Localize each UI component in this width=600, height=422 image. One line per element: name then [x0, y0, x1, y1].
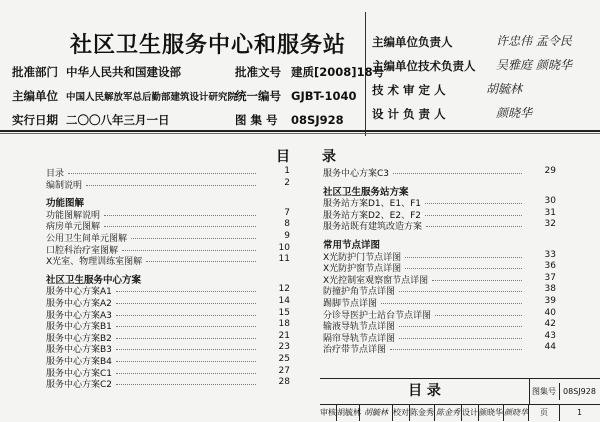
toc-entry[interactable]: [323, 208, 556, 219]
toc-entry-page: 25: [278, 354, 290, 364]
toc-entry-page: 32: [544, 219, 556, 230]
toc-leader-dots: [425, 215, 522, 216]
toc-entry-page: 30: [544, 196, 556, 207]
toc-leader-dots: [131, 238, 256, 239]
header-rule-thin: [0, 133, 600, 134]
toc-entry[interactable]: [46, 366, 290, 377]
toc-entry-page: 1: [284, 166, 290, 176]
toc-entry-label: 防撞护角节点详图: [323, 287, 396, 298]
toc-entry-label: 服务中心方案A1: [46, 287, 112, 298]
toc-entry-label: 服务中心方案A3: [46, 310, 112, 321]
toc-entry[interactable]: [323, 196, 556, 210]
toc-leader-dots: [381, 303, 522, 304]
toc-entry-label: 治疗带节点详图: [323, 345, 387, 356]
toc-entry[interactable]: [46, 354, 290, 365]
toc-entry-label: X光控制室观察窗节点详图: [323, 275, 429, 286]
toc-entry-label: 服务中心方案C2: [46, 380, 113, 391]
toc-leader-dots: [116, 373, 256, 374]
atlas-no-value: 08SJ928: [291, 113, 344, 127]
toc-entry-page: 7: [284, 207, 290, 218]
signature: 颜晓华: [496, 106, 533, 120]
toc-entry[interactable]: [46, 331, 290, 342]
toc-entry[interactable]: [323, 308, 556, 319]
editor-unit-key: 主编单位: [12, 89, 58, 103]
approval-no-key: 批准文号: [235, 65, 282, 79]
toc-leader-dots: [104, 226, 256, 227]
toc-entry-page: 28: [278, 377, 290, 388]
toc-leader-dots: [435, 315, 522, 316]
titleblock-atlas-no: 08SJ928: [563, 387, 596, 396]
toc-entry-label: X光防护门节点详图: [323, 252, 402, 263]
toc-leader-dots: [116, 315, 256, 316]
toc-entry[interactable]: [323, 319, 556, 333]
toc-entry-label: X光室、物理训练室图解: [46, 257, 143, 268]
toc-entry-label: 病房单元图解: [46, 222, 101, 233]
toc-entry[interactable]: [46, 219, 290, 233]
toc-entry-page: 27: [278, 365, 290, 376]
toc-entry-label: 输液导轨节点详图: [323, 322, 396, 333]
toc-entry-page: 38: [544, 284, 556, 295]
check-label: 校对: [393, 404, 410, 421]
toc-entry[interactable]: [323, 284, 556, 298]
toc-entry[interactable]: [323, 250, 556, 261]
toc-entry-page: 9: [284, 231, 290, 241]
toc-leader-dots: [399, 326, 522, 327]
toc-entry-page: 36: [544, 261, 556, 272]
toc-entry-label: 服务中心方案B3: [46, 345, 112, 356]
signature: 吴雅庭 颜晓华: [496, 58, 572, 72]
toc-entry-page: 21: [278, 330, 290, 341]
toc-entry-label: 隔帘导轨节点详图: [323, 333, 396, 344]
signer-row-1: [372, 34, 453, 50]
header-rule: [0, 130, 600, 132]
signer-role: 技 术 审 定 人: [372, 83, 446, 97]
toc-leader-dots: [122, 250, 256, 251]
toc-entry-page: 42: [544, 319, 556, 330]
signer-role: 主编单位技术负责人: [372, 59, 476, 73]
signature: 许忠伟 孟令民: [496, 34, 572, 48]
toc-leader-dots: [405, 257, 522, 258]
toc-leader-dots: [116, 384, 256, 385]
signer-row-3: [372, 82, 446, 98]
toc-entry-page: 31: [544, 207, 556, 218]
toc-entry[interactable]: [46, 377, 290, 391]
signer-row-2: [372, 58, 476, 74]
atlas-no-key: 图 集 号: [235, 113, 278, 127]
toc-leader-dots: [116, 349, 256, 350]
toc-entry-page: 18: [278, 319, 290, 330]
atlas-no-label: 图集号: [529, 383, 560, 400]
unified-no-key: 统一编号: [235, 89, 282, 103]
toc-entry-page: 8: [284, 219, 290, 230]
toc-entry-page: 39: [544, 296, 556, 306]
titleblock-title: 目 录: [320, 379, 530, 405]
toc-entry-page: 40: [544, 307, 556, 318]
toc-leader-dots: [425, 203, 522, 204]
toc-entry[interactable]: [46, 254, 290, 268]
approval-no-value: 建质[2008]18号: [291, 65, 385, 79]
toc-heading-left: 目: [276, 149, 290, 165]
toc-leader-dots: [146, 261, 256, 262]
toc-entry-label: 分诊导医护士站台节点详图: [323, 310, 432, 321]
toc-entry-page: 23: [278, 342, 290, 353]
toc-leader-dots: [86, 185, 256, 186]
toc-entry-label: 服务站方案D1、E1、F1: [323, 199, 421, 210]
checker-signature: 陈金秀: [435, 404, 462, 421]
toc-leader-dots: [426, 226, 522, 227]
effective-row: [12, 112, 344, 128]
toc-entry-label: 目录: [46, 169, 65, 179]
toc-entry[interactable]: [46, 166, 290, 177]
toc-entry-page: 2: [284, 177, 290, 188]
toc-leader-dots: [116, 338, 256, 339]
toc-entry[interactable]: [46, 296, 290, 307]
toc-entry-page: 15: [278, 307, 290, 318]
toc-leader-dots: [393, 173, 522, 174]
toc-leader-dots: [116, 361, 256, 362]
toc-leader-dots: [116, 291, 256, 292]
toc-entry-label: 踢脚节点详图: [323, 299, 378, 309]
toc-entry[interactable]: [323, 296, 556, 307]
reviewer-name: 胡毓林: [337, 404, 360, 421]
toc-section-title: 社区卫生服务中心方案: [46, 274, 142, 286]
designer-signature: 颜晓华: [504, 404, 529, 421]
toc-entry[interactable]: [323, 331, 556, 342]
toc-entry-page: 11: [278, 254, 290, 265]
toc-section-title: 功能图解: [46, 198, 85, 210]
toc-entry[interactable]: [46, 178, 290, 189]
editor-unit-value: 中国人民解放军总后勤部建筑设计研究院: [66, 92, 238, 103]
toc-leader-dots: [390, 349, 522, 350]
toc-entry-page: 14: [278, 296, 290, 306]
toc-entry-label: 服务站方案D2、E2、F2: [323, 210, 421, 221]
toc-entry-page: 44: [544, 342, 556, 353]
toc-entry[interactable]: [46, 342, 290, 356]
toc-entry[interactable]: [46, 319, 290, 333]
toc-entry-label: 服务中心方案B4: [46, 357, 112, 367]
toc-section-title: 社区卫生服务站方案: [323, 186, 409, 198]
toc-entry[interactable]: [323, 261, 556, 275]
toc-leader-dots: [116, 326, 256, 327]
approval-dept-value: 中华人民共和国建设部: [66, 65, 182, 79]
toc-leader-dots: [104, 215, 256, 216]
review-label: 审核: [320, 404, 337, 421]
toc-leader-dots: [116, 303, 256, 304]
toc-leader-dots: [432, 280, 522, 281]
toc-entry-label: 口腔科治疗室图解: [46, 245, 119, 256]
signer-row-4: [372, 106, 446, 122]
toc-entry[interactable]: [46, 208, 290, 219]
toc-entry[interactable]: [46, 284, 290, 298]
cover-header: [0, 6, 600, 128]
signer-role: 设 计 负 责 人: [372, 107, 446, 121]
unified-no-value: GJBT-1040: [291, 89, 357, 103]
toc-entry-page: 10: [278, 242, 290, 253]
toc-entry[interactable]: [46, 231, 290, 242]
toc-entry-label: 服务中心方案B2: [46, 333, 112, 344]
toc-entry-label: 功能图解说明: [46, 210, 101, 221]
toc-entry-label: 服务中心方案C3: [323, 169, 390, 179]
toc-entry-label: 编制说明: [46, 180, 83, 191]
toc-entry-page: 33: [544, 249, 556, 260]
toc-leader-dots: [405, 268, 522, 269]
page-label: 页: [529, 404, 560, 421]
toc-entry-page: 43: [544, 330, 556, 341]
toc-entry-label: 服务中心方案A2: [46, 299, 112, 309]
signature: 胡毓林: [486, 82, 523, 96]
editor-row: [12, 88, 356, 104]
toc-entry-page: 12: [278, 284, 290, 295]
toc-entry-label: 服务中心方案C1: [46, 368, 113, 379]
toc-heading-right: 录: [322, 149, 336, 165]
designer-name: 颜晓华: [479, 404, 504, 421]
title-block: [320, 378, 600, 422]
effective-date-key: 实行日期: [12, 113, 58, 127]
approval-dept-key: 批准部门: [12, 65, 58, 79]
toc-entry[interactable]: [323, 273, 556, 284]
toc-entry-label: 服务中心方案B1: [46, 322, 112, 333]
approval-row: [12, 64, 384, 80]
effective-date-value: 二〇〇八年三月一日: [66, 113, 170, 127]
toc-leader-dots: [399, 338, 522, 339]
toc-entry-label: 服务站既有建筑改造方案: [323, 222, 423, 233]
signer-role: 主编单位负责人: [372, 35, 453, 49]
toc-entry[interactable]: [323, 166, 556, 177]
toc-entry-page: 29: [544, 166, 556, 176]
reviewer-signature: 胡毓林: [360, 404, 393, 421]
design-label: 设计: [462, 404, 479, 421]
toc-entry-label: X光防护窗节点详图: [323, 264, 402, 275]
atlas-title: 社区卫生服务中心和服务站: [70, 33, 347, 58]
checker-name: 陈金秀: [410, 404, 435, 421]
toc-section-title: 常用节点详图: [323, 240, 381, 251]
toc-leader-dots: [399, 291, 522, 292]
toc-entry[interactable]: [323, 342, 556, 356]
toc-entry[interactable]: [46, 243, 290, 254]
toc-entry-label: 公用卫生间单元图解: [46, 234, 128, 244]
page-number: 1: [576, 408, 583, 417]
toc-entry[interactable]: [46, 308, 290, 319]
toc-entry-page: 37: [544, 272, 556, 283]
toc-leader-dots: [68, 173, 256, 174]
toc-entry[interactable]: [323, 219, 556, 233]
